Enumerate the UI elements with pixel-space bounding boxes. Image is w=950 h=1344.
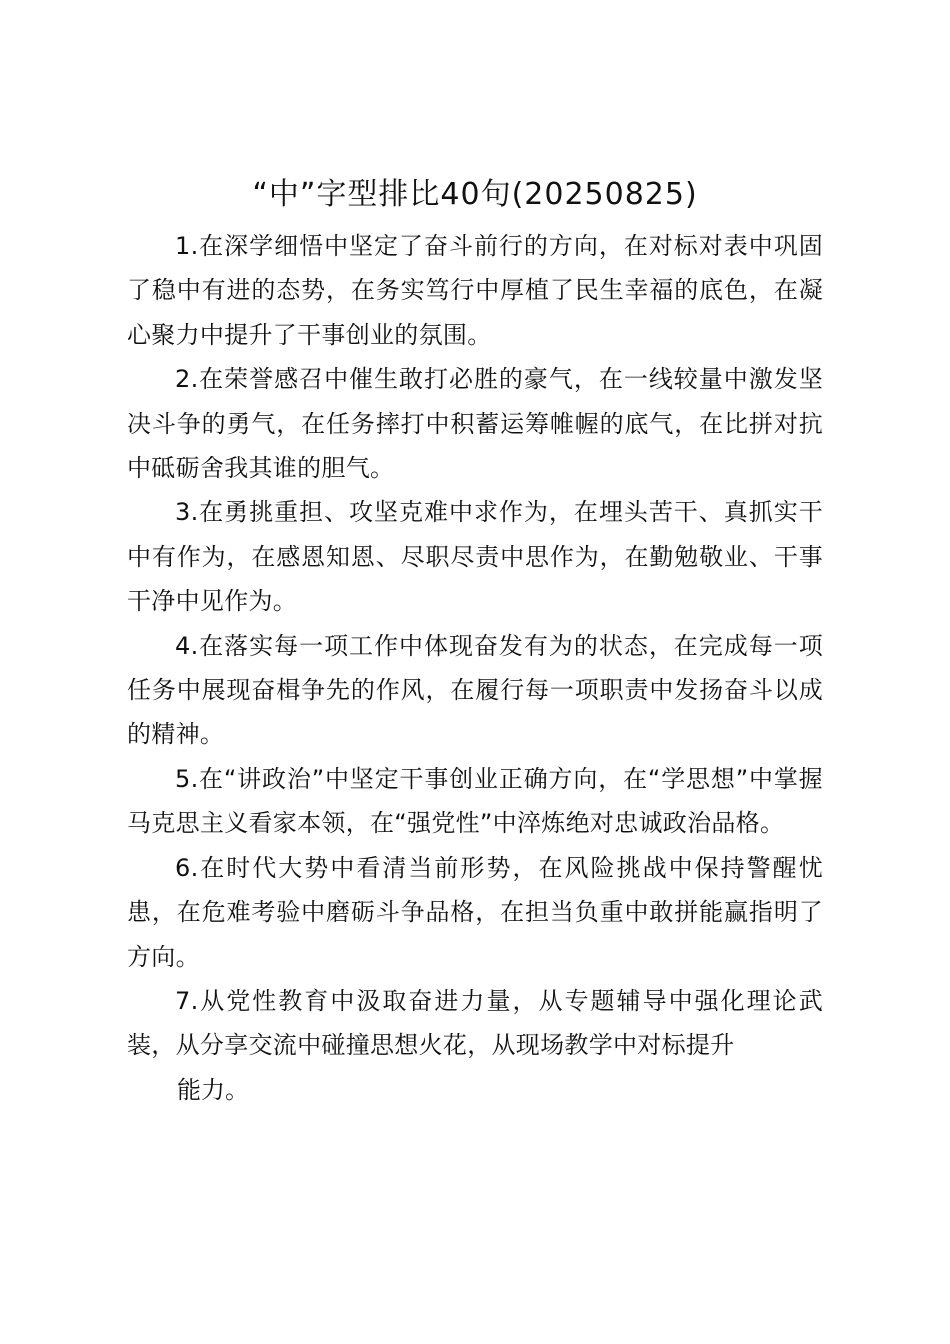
document-title: “中”字型排比40句(20250825): [252, 177, 698, 212]
paragraph-6: 6.在时代大势中看清当前形势，在风险挑战中保持警醒忧患，在危难考验中磨砺斗争品格，在担当负重中敢拼能赢指明了方向。: [127, 853, 823, 971]
paragraph-2: 2.在荣誉感召中催生敢打必胜的豪气，在一线较量中激发坚决斗争的勇气，在任务摔打中积蓄运筹帷幄的底气，在比拼对抗中砥砺舍我其谁的胆气。: [127, 365, 823, 483]
paragraph-3: 3.在勇挑重担、攻坚克难中求作为，在埋头苦干、真抓实干中有作为，在感恩知恩、尽职尽责中思作为，在勤勉敬业、干事干净中见作为。: [127, 498, 823, 616]
paragraph-1: 1.在深学细悟中坚定了奋斗前行的方向，在对标对表中巩固了稳中有进的态势，在务实笃行中厚植了民生幸福的底色，在凝心聚力中提升了干事创业的氛围。: [127, 232, 823, 349]
paragraph-7-continuation: 能力。: [177, 1075, 249, 1104]
paragraph-5: 5.在“讲政治”中坚定干事创业正确方向，在“学思想”中掌握马克思主义看家本领，在“强党性”中淬炼绝对忠诚政治品格。: [127, 764, 823, 838]
paragraph-7: 7.从党性教育中汲取奋进力量，从专题辅导中强化理论武装，从分享交流中碰撞思想火花，从现场教学中对标提升: [127, 986, 823, 1060]
document-body: [127, 224, 823, 1112]
paragraph-4: 4.在落实每一项工作中体现奋发有为的状态，在完成每一项任务中展现奋楫争先的作风，在履行每一项职责中发扬奋斗以成的精神。: [127, 631, 823, 749]
